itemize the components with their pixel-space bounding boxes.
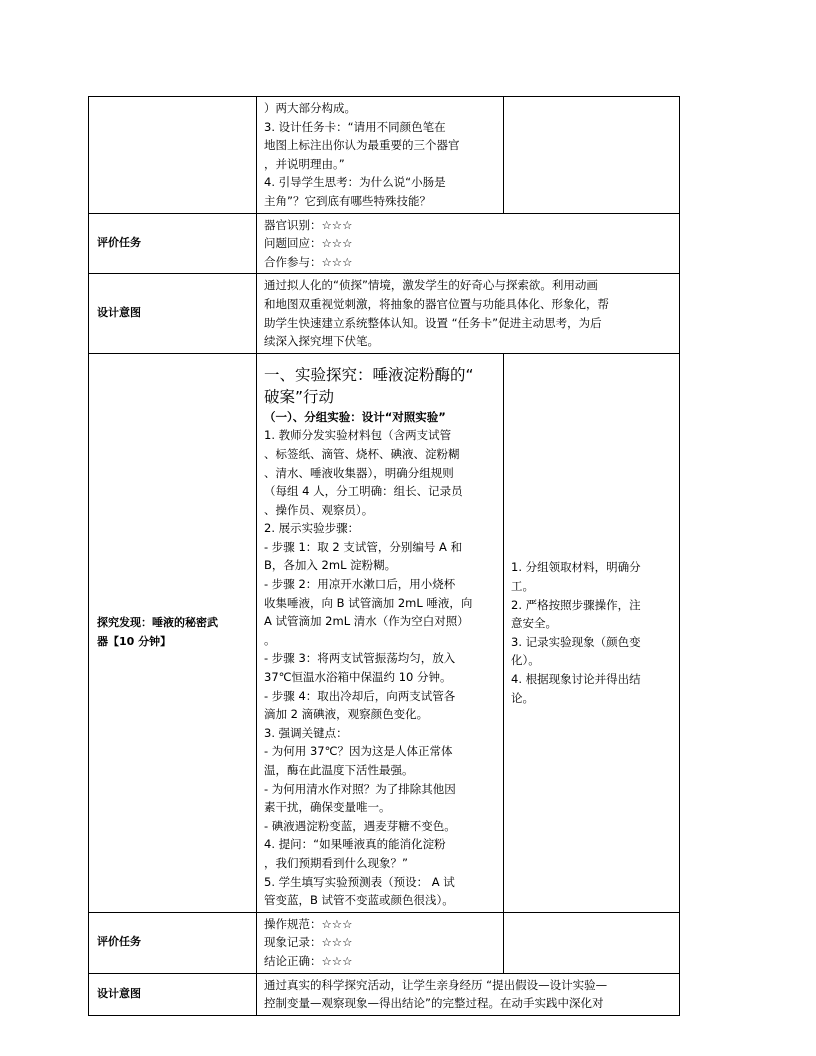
student-step: 3. 记录实验现象（颜色变 [511, 634, 641, 649]
table-row [89, 973, 680, 1015]
table-row [89, 353, 680, 912]
teacher-activity-cell [257, 353, 504, 912]
row-label-line: 探究发现：唾液的秘密武 [97, 616, 218, 630]
text-line: 收集唾液，向 B 试管滴加 2mL 唾液，向 [264, 595, 473, 610]
text-line: 、操作员、观察员）。 [264, 502, 374, 517]
student-activity-cell [504, 353, 680, 912]
row-label [89, 353, 257, 912]
text-line: 1. 教师分发实验材料包（含两支试管 [264, 428, 452, 443]
student-step: 化）。 [511, 653, 540, 668]
evaluation-cell [257, 213, 680, 274]
text-line: 地图上标注出你认为最重要的三个器官 [264, 138, 460, 153]
text-line: 、标签纸、滴管、烧杯、碘液、淀粉糊 [264, 446, 460, 461]
student-step: 论。 [511, 690, 534, 705]
text-line: 和地图双重视觉刺激，将抽象的器官位置与功能具体化、形象化，帮 [264, 296, 609, 311]
text-line: ，并说明理由。” [264, 156, 345, 171]
text-line: 主角”？它到底有哪些特殊技能？ [264, 193, 431, 208]
row-label-line: 器【10 分钟】 [97, 634, 172, 648]
text-line: 滴加 2 滴碘液，观察颜色变化。 [264, 707, 429, 722]
lesson-plan-table [88, 96, 680, 1016]
text-line: 管变蓝，B 试管不变蓝或颜色很浅）。 [264, 893, 454, 908]
text-line: 通过真实的科学探究活动，让学生亲身经历 “提出假设—设计实验— [264, 977, 608, 992]
text-line: - 步骤 1：取 2 支试管，分别编号 A 和 [264, 539, 463, 554]
student-step: 1. 分组领取材料，明确分 [511, 560, 641, 575]
table-row [89, 912, 680, 973]
section-heading: 一、实验探究：唾液淀粉酶的“ [264, 365, 474, 384]
text-line: ）两大部分构成。 [264, 101, 356, 115]
empty-cell [504, 912, 680, 973]
text-line: B，各加入 2mL 淀粉糊。 [264, 558, 397, 573]
text-line: （每组 4 人，分工明确：组长、记录员 [264, 484, 463, 499]
evaluation-item: 现象记录：☆☆☆ [264, 935, 353, 950]
label-cell-empty [89, 97, 257, 214]
text-line: 通过拟人化的“侦探”情境，激发学生的好奇心与探索欲。利用动画 [264, 278, 598, 293]
text-line: - 为何用清水作对照？为了排除其他因 [264, 781, 456, 796]
text-line: 37℃恒温水浴箱中保温约 10 分钟。 [264, 670, 452, 685]
text-line: 控制变量—观察现象—得出结论”的完整过程。在动手实践中深化对 [264, 996, 604, 1011]
text-line: 素干扰，确保变量唯一。 [264, 800, 391, 815]
text-line: - 步骤 2：用凉开水漱口后，用小烧杯 [264, 577, 456, 592]
student-step: 工。 [511, 578, 534, 593]
text-line: 、清水、唾液收集器），明确分组规则 [264, 465, 454, 480]
text-line: 4. 提问：“如果唾液真的能消化淀粉 [264, 837, 446, 852]
table-row [89, 97, 680, 214]
evaluation-item: 结论正确：☆☆☆ [264, 953, 353, 968]
student-step: 4. 根据现象讨论并得出结 [511, 671, 641, 686]
text-line: - 步骤 3：将两支试管振荡均匀，放入 [264, 651, 456, 666]
evaluation-cell [257, 912, 504, 973]
row-label: 设计意图 [89, 973, 257, 1015]
text-line: - 碘液遇淀粉变蓝，遇麦芽糖不变色。 [264, 818, 456, 833]
teacher-activity-cell [257, 97, 504, 214]
text-line: 温，酶在此温度下活性最强。 [264, 763, 414, 777]
section-heading: 破案”行动 [264, 387, 335, 406]
text-line: 3. 设计任务卡：“请用不同颜色笔在 [264, 119, 446, 134]
sub-heading: （一）、分组实验：设计“对照实验” [264, 409, 446, 424]
table-row [89, 213, 680, 274]
design-intent-cell [257, 274, 680, 353]
evaluation-item: 器官识别：☆☆☆ [264, 217, 353, 232]
evaluation-item: 操作规范：☆☆☆ [264, 916, 353, 931]
text-line: ，我们预期看到什么现象？” [264, 855, 408, 870]
text-line: A 试管滴加 2mL 清水（作为空白对照） [264, 614, 469, 629]
text-line: 续深入探究埋下伏笔。 [264, 334, 379, 349]
evaluation-item: 合作参与：☆☆☆ [264, 254, 353, 269]
design-intent-cell [257, 973, 680, 1015]
student-activity-cell-empty [504, 97, 680, 214]
text-line: - 为何用 37℃？因为这是人体正常体 [264, 744, 453, 759]
row-label: 设计意图 [89, 274, 257, 353]
row-label: 评价任务 [89, 213, 257, 274]
text-line: 5. 学生填写实验预测表（预设： A 试 [264, 874, 455, 889]
text-line: - 步骤 4：取出冷却后，向两支试管各 [264, 688, 456, 703]
text-line: 4. 引导学生思考：为什么说“小肠是 [264, 175, 446, 190]
evaluation-item: 问题回应：☆☆☆ [264, 236, 353, 251]
student-step: 意安全。 [511, 616, 557, 631]
row-label: 评价任务 [89, 912, 257, 973]
table-row [89, 274, 680, 353]
text-line: 。 [264, 632, 276, 647]
text-line: 2. 展示实验步骤： [264, 521, 360, 536]
text-line: 3. 强调关键点： [264, 725, 348, 740]
student-step: 2. 严格按照步骤操作，注 [511, 597, 641, 612]
text-line: 助学生快速建立系统整体认知。设置 “任务卡”促进主动思考，为后 [264, 315, 602, 330]
